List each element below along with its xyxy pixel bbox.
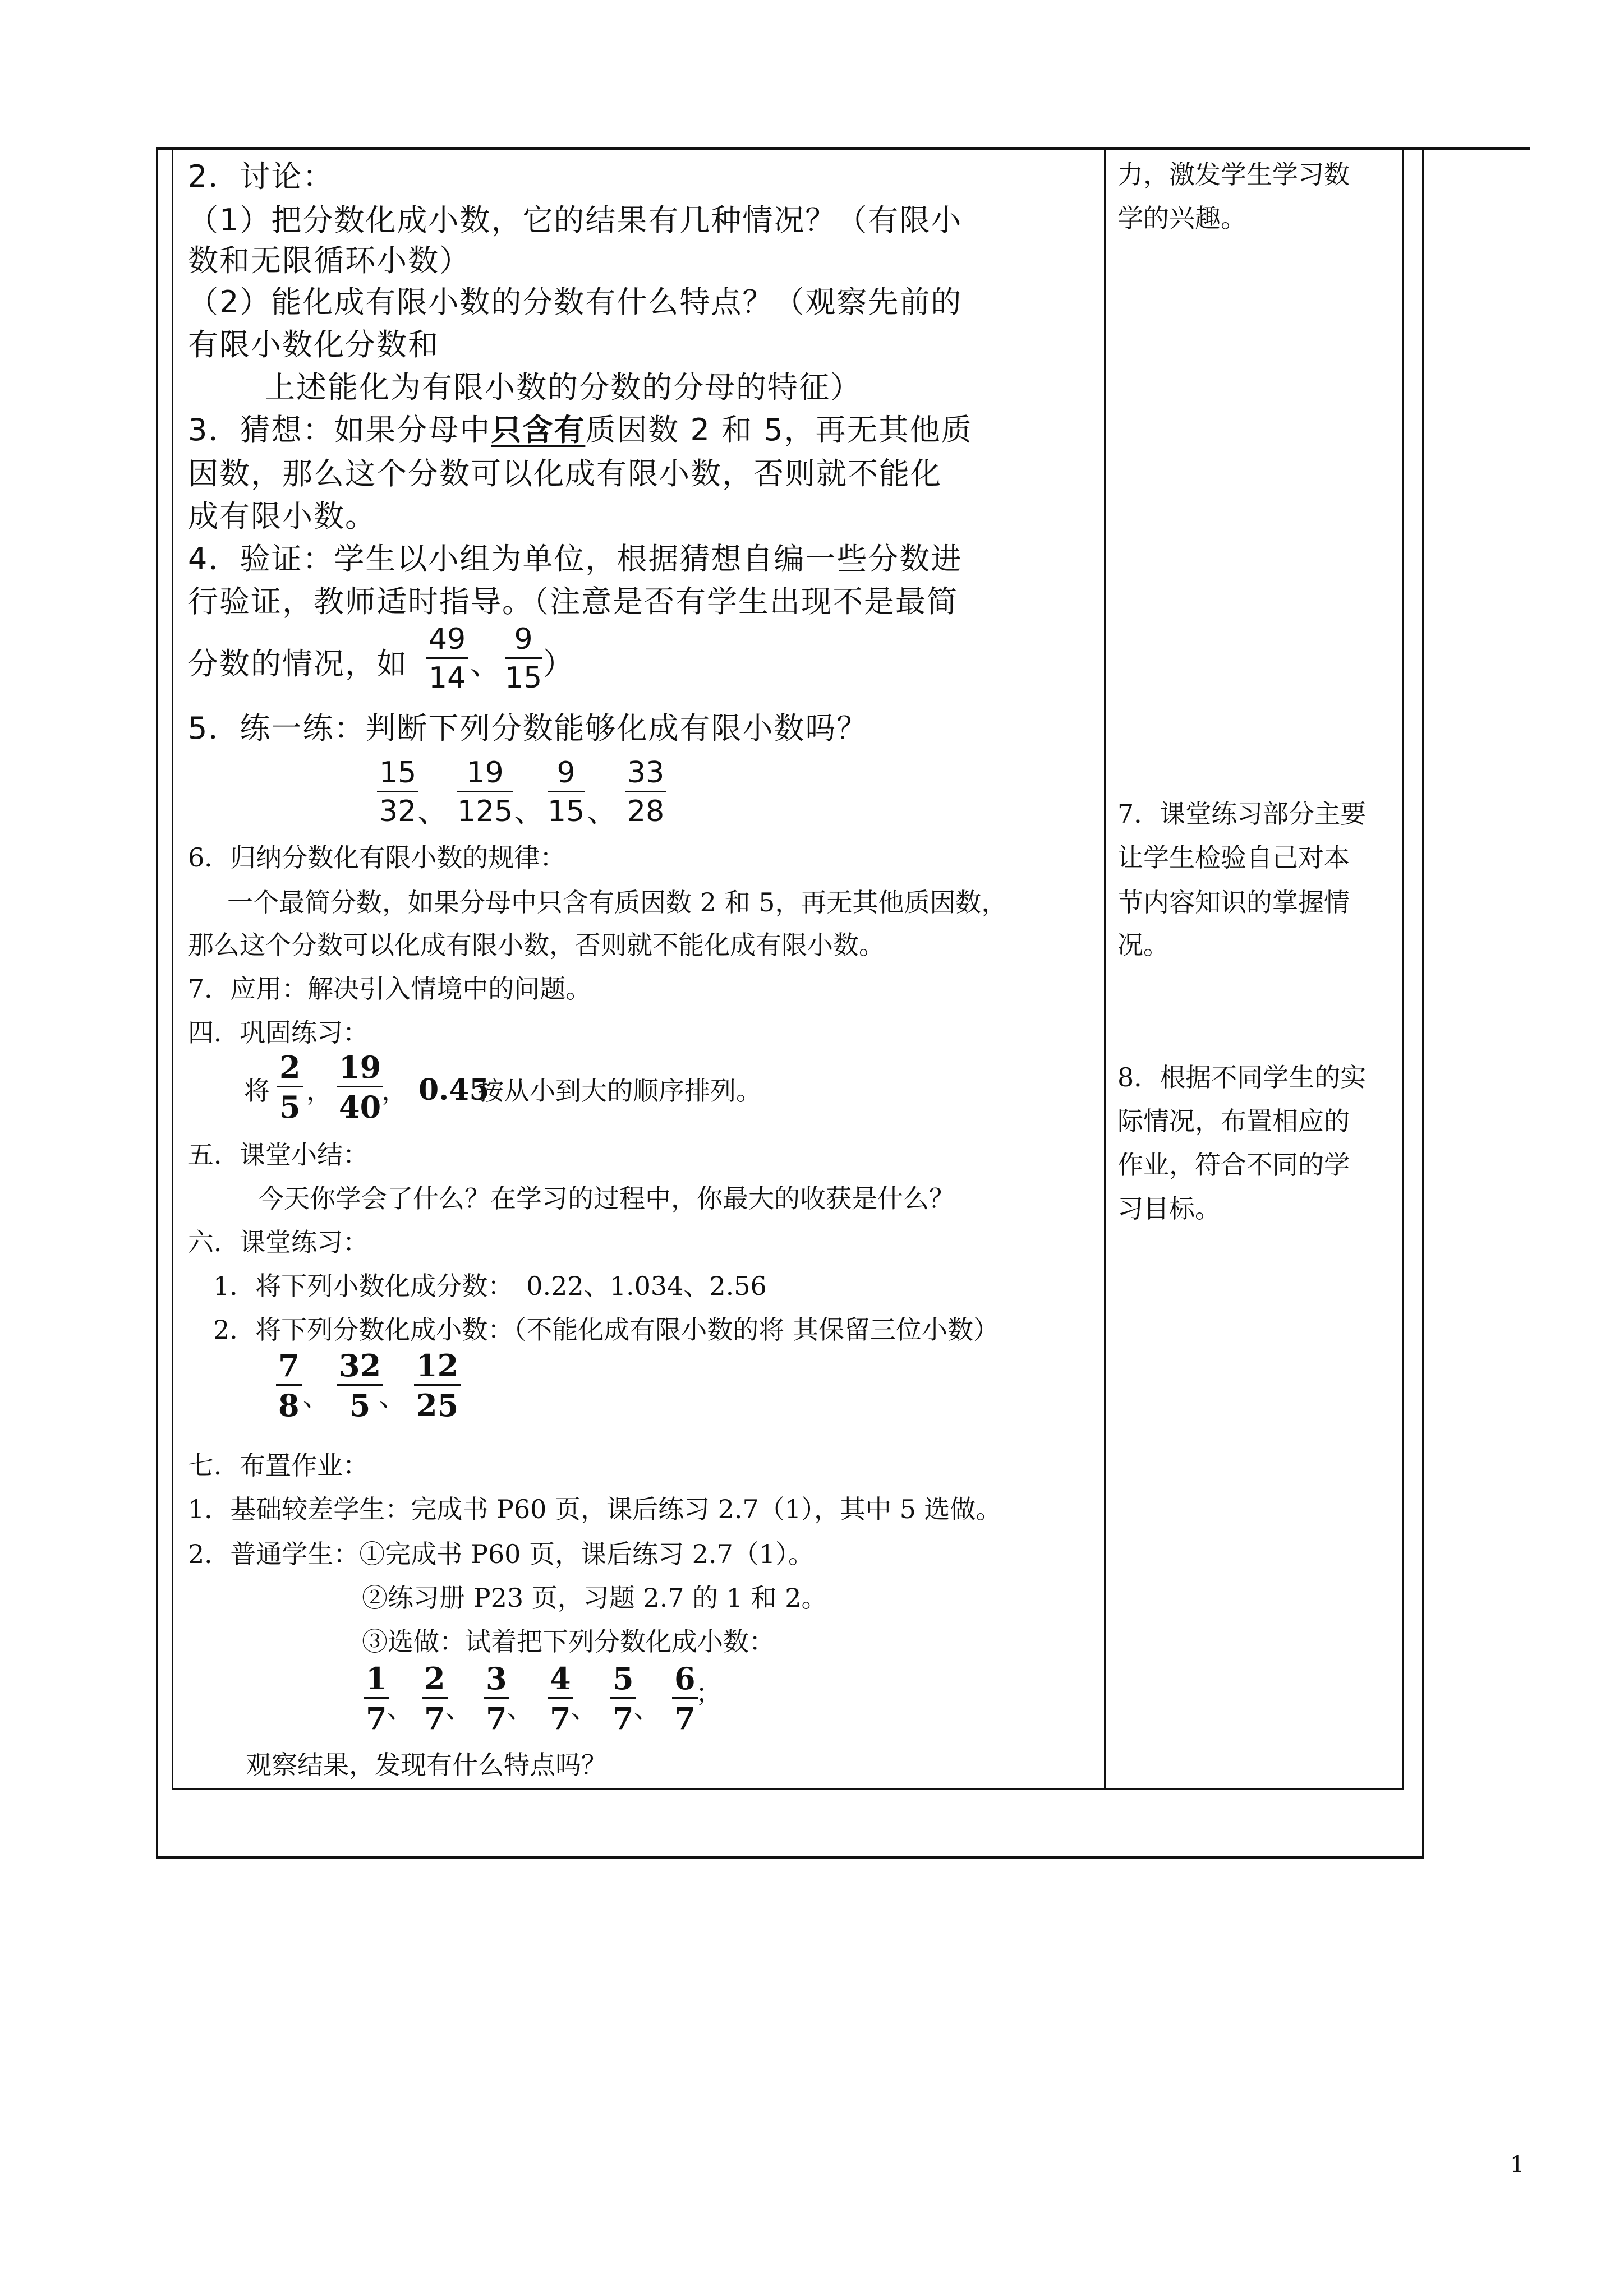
note-7-line-3: 节内容知识的掌握情 [1117, 887, 1350, 918]
homework-observe: 观察结果，发现有什么特点吗？ [246, 1750, 607, 1780]
fraction-denominator: 5 [279, 1089, 301, 1125]
page-number: 1 [1510, 2152, 1525, 2178]
fraction-numerator: 12 [416, 1348, 459, 1384]
fraction-denominator: 14 [429, 661, 466, 695]
fraction-numerator: 33 [627, 756, 665, 790]
fraction-denominator: 28 [627, 795, 665, 828]
header-rule [157, 147, 1530, 150]
note-top-line-1: 力，激发学生学习数 [1117, 159, 1350, 190]
note-7-line-1: 7．课堂练习部分主要 [1117, 799, 1367, 829]
consolidate-decimal: 0.45 [418, 1073, 490, 1107]
fraction-numerator: 19 [339, 1049, 381, 1085]
verify-line-2: 行验证，教师适时指导。（注意是否有学生出现不是最简 [188, 584, 958, 619]
practice-separator-2: 、 [514, 794, 544, 829]
homework-fraction-2 [422, 1661, 448, 1736]
verify-fraction-1 [426, 625, 468, 693]
homework-separator-3: 、 [507, 1694, 533, 1724]
note-8-line-1: 8．根据不同学生的实 [1117, 1062, 1367, 1092]
summary-title: 五．课堂小结： [188, 1140, 369, 1170]
outer-bottom-border [156, 1856, 1424, 1859]
consolidate-fraction-2 [337, 1049, 383, 1125]
practice-title: 5．练一练：判断下列分数能够化成有限小数吗？ [188, 711, 868, 746]
homework-item-1: 1．基础较差学生：完成书 P60 页，课后练习 2.7（1），其中 5 选做。 [188, 1494, 1002, 1524]
practice-fraction-3 [548, 758, 585, 826]
note-8-line-2: 际情况，布置相应的 [1117, 1106, 1350, 1136]
verify-separator: 、 [470, 646, 500, 681]
homework-fraction-6 [672, 1661, 698, 1736]
fraction-denominator: 7 [674, 1700, 696, 1736]
homework-item-2: 2．普通学生：①完成书 P60 页，课后练习 2.7（1）。 [188, 1539, 815, 1569]
fraction-denominator: 40 [339, 1089, 381, 1125]
homework-end-mark: ； [696, 1678, 721, 1708]
classwork-separator-1: 、 [303, 1382, 329, 1412]
classwork-separator-2: 、 [379, 1382, 405, 1412]
fraction-denominator: 15 [548, 795, 585, 828]
practice-separator-3: 、 [587, 794, 617, 829]
classwork-fraction-2 [337, 1350, 383, 1421]
guess-line-1-end: 质因数 2 和 5，再无其他质 [585, 412, 973, 448]
fraction-denominator: 7 [486, 1700, 507, 1736]
fraction-numerator: 6 [674, 1661, 696, 1696]
fraction-denominator: 125 [457, 795, 513, 828]
classwork-fraction-3 [414, 1350, 461, 1421]
classwork-title: 六．课堂练习： [188, 1227, 369, 1257]
homework-fraction-5 [610, 1661, 636, 1736]
practice-separator-1: 、 [417, 794, 448, 829]
homework-separator-2: 、 [445, 1694, 471, 1724]
note-top-line-2: 学的兴趣。 [1117, 203, 1246, 233]
summary-text: 今天你学会了什么？在学习的过程中，你最大的收获是什么？ [258, 1183, 955, 1214]
fraction-numerator: 5 [613, 1661, 634, 1696]
verify-line-1: 4．验证：学生以小组为单位，根据猜想自编一些分数进 [188, 541, 963, 577]
homework-item-2c: ③选做：试着把下列分数化成小数： [362, 1626, 775, 1657]
note-7-line-2: 让学生检验自己对本 [1117, 842, 1350, 873]
homework-fraction-3 [484, 1661, 509, 1736]
discuss-question-1-line-1: （1）把分数化成小数，它的结果有几种情况？（有限小 [188, 202, 963, 238]
fraction-numerator: 2 [424, 1661, 445, 1696]
discuss-question-2-line-1: （2）能化成有限小数的分数有什么特点？（观察先前的 [188, 284, 963, 320]
inner-bottom-border [172, 1788, 1404, 1790]
discuss-question-1-line-2: 数和无限循环小数） [188, 243, 471, 278]
discuss-question-2-line-3: 上述能化为有限小数的分数的分母的特征） [265, 370, 862, 405]
fraction-denominator: 25 [416, 1387, 459, 1423]
fraction-denominator: 15 [505, 661, 542, 695]
note-8-line-3: 作业，符合不同的学 [1117, 1150, 1350, 1180]
homework-fraction-4 [548, 1661, 573, 1736]
consolidate-end: 按从小到大的顺序排列。 [478, 1076, 762, 1106]
apply-line: 7．应用：解决引入情境中的问题。 [188, 974, 592, 1004]
discuss-title: 2．讨论： [188, 159, 334, 194]
fraction-numerator: 32 [339, 1348, 381, 1384]
guess-line-1-start: 3．猜想：如果分母中 [188, 412, 491, 448]
rule-line-1: 一个最简分数，如果分母中只含有质因数 2 和 5，再无其他质因数， [227, 887, 1007, 918]
fraction-numerator: 4 [550, 1661, 571, 1696]
fraction-denominator: 32 [379, 795, 417, 828]
homework-separator-1: 、 [387, 1694, 413, 1724]
guess-line-1 [188, 412, 973, 448]
guess-line-3: 成有限小数。 [188, 499, 376, 534]
verify-fraction-2 [505, 625, 542, 693]
consolidate-title: 四．巩固练习： [188, 1017, 369, 1048]
rule-title: 6．归纳分数化有限小数的规律： [188, 842, 566, 873]
classwork-item-1: 1．将下列小数化成分数： 0.22、1.034、2.56 [213, 1271, 767, 1301]
practice-fraction-1 [377, 758, 418, 826]
classwork-item-2: 2．将下列分数化成小数：（不能化成有限小数的将 其保留三位小数） [213, 1315, 999, 1345]
fraction-numerator: 19 [466, 756, 504, 790]
discuss-question-2-line-2: 有限小数化分数和 [188, 327, 439, 362]
practice-fraction-2 [457, 758, 513, 826]
consolidate-fraction-1 [277, 1049, 303, 1125]
classwork-fraction-1 [276, 1350, 302, 1421]
homework-title: 七．布置作业： [188, 1450, 369, 1481]
fraction-numerator: 49 [429, 623, 466, 656]
outer-left-border [156, 147, 158, 1859]
fraction-numerator: 15 [379, 756, 417, 790]
guess-emphasis: 只含有 [491, 412, 586, 448]
outer-right-border [1422, 147, 1424, 1859]
fraction-denominator: 7 [366, 1700, 387, 1736]
homework-separator-5: 、 [634, 1694, 660, 1724]
homework-item-2b: ②练习册 P23 页，习题 2.7 的 1 和 2。 [362, 1583, 827, 1613]
consolidate-comma-2: ， [381, 1076, 407, 1106]
column-divider [1104, 149, 1106, 1790]
homework-separator-4: 、 [571, 1694, 597, 1724]
fraction-denominator: 5 [349, 1387, 371, 1423]
fraction-denominator: 7 [424, 1700, 445, 1736]
fraction-numerator: 2 [279, 1049, 301, 1085]
fraction-numerator: 3 [486, 1661, 507, 1696]
fraction-denominator: 8 [278, 1387, 300, 1423]
fraction-numerator: 9 [556, 756, 576, 790]
fraction-denominator: 7 [613, 1700, 634, 1736]
verify-line-3-start: 分数的情况，如 [188, 646, 408, 681]
inner-left-border [172, 149, 173, 1790]
note-8-line-4: 习目标。 [1117, 1193, 1221, 1224]
practice-fraction-4 [625, 758, 666, 826]
consolidate-comma-1: ， [306, 1076, 332, 1106]
guess-line-2: 因数，那么这个分数可以化成有限小数，否则就不能化 [188, 456, 942, 491]
consolidate-start: 将 [244, 1076, 270, 1106]
fraction-denominator: 7 [550, 1700, 571, 1736]
fraction-numerator: 7 [278, 1348, 300, 1384]
verify-line-3-end: ） [543, 646, 573, 681]
inner-right-border [1402, 149, 1404, 1790]
note-7-line-4: 况。 [1117, 930, 1169, 960]
rule-line-2: 那么这个分数可以化成有限小数，否则就不能化成有限小数。 [188, 930, 885, 960]
fraction-numerator: 9 [514, 623, 533, 656]
homework-fraction-1 [364, 1661, 389, 1736]
fraction-numerator: 1 [366, 1661, 387, 1696]
